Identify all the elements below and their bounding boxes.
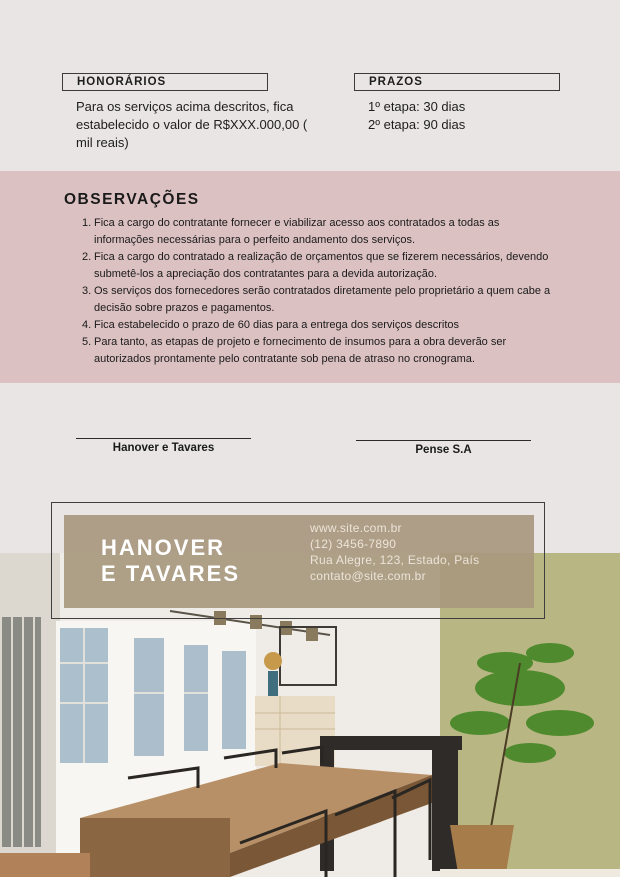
signature-name-left: Hanover e Tavares xyxy=(112,442,215,454)
observation-item: Fica a cargo do contratado a realização de orçamentos que se fizerem necessários, devendo submetê-los a apreciação dos contratantes para a devida autorização. xyxy=(94,251,549,280)
observation-item: Para tanto, as etapas de projeto e fornecimento de insumos para a obra deverão ser autorizados prontamente pelo contratante sob pena de atraso no cronograma. xyxy=(94,336,507,365)
fees-heading: HONORÁRIOS xyxy=(62,73,268,91)
observations-title: OBSERVAÇÕES xyxy=(64,191,200,208)
brand-name-line2: E TAVARES xyxy=(101,561,241,586)
contact-phone: (12) 3456-7890 xyxy=(310,537,397,551)
signature-line-left xyxy=(76,438,251,439)
brand-name-line1: HANOVER xyxy=(101,535,226,560)
observation-item: Os serviços dos fornecedores serão contratados diretamente pelo proprietário a quem cabe a decisão sobre prazos e pagamentos. xyxy=(94,285,551,314)
terms-item: 1º etapa: 30 dias xyxy=(368,99,466,114)
signature-line-right xyxy=(356,440,531,441)
signature-name-right: Pense S.A xyxy=(415,444,472,456)
radiator xyxy=(2,617,41,847)
brand-name xyxy=(101,535,281,587)
fees-text: Para os serviços acima descritos, fica estabelecido o valor de R$XXX.000,00 ( mil reais) xyxy=(76,99,308,150)
terms-heading: PRAZOS xyxy=(354,73,560,91)
terms-item: 2º etapa: 90 dias xyxy=(368,117,466,132)
contact-email[interactable]: contato@site.com.br xyxy=(310,569,426,583)
terms-list xyxy=(368,98,558,134)
observation-item: Fica a cargo do contratante fornecer e viabilizar acesso aos contratados a todas as informações necessárias para o perfeito andamento dos serviços. xyxy=(94,217,500,246)
contact-website[interactable]: www.site.com.br xyxy=(310,521,402,535)
observations-list xyxy=(82,215,562,368)
contact-address: Rua Alegre, 123, Estado, País xyxy=(310,553,480,567)
observation-item: Fica estabelecido o prazo de 60 dias para a entrega dos serviços descritos xyxy=(94,319,460,331)
contact-list xyxy=(310,520,479,584)
